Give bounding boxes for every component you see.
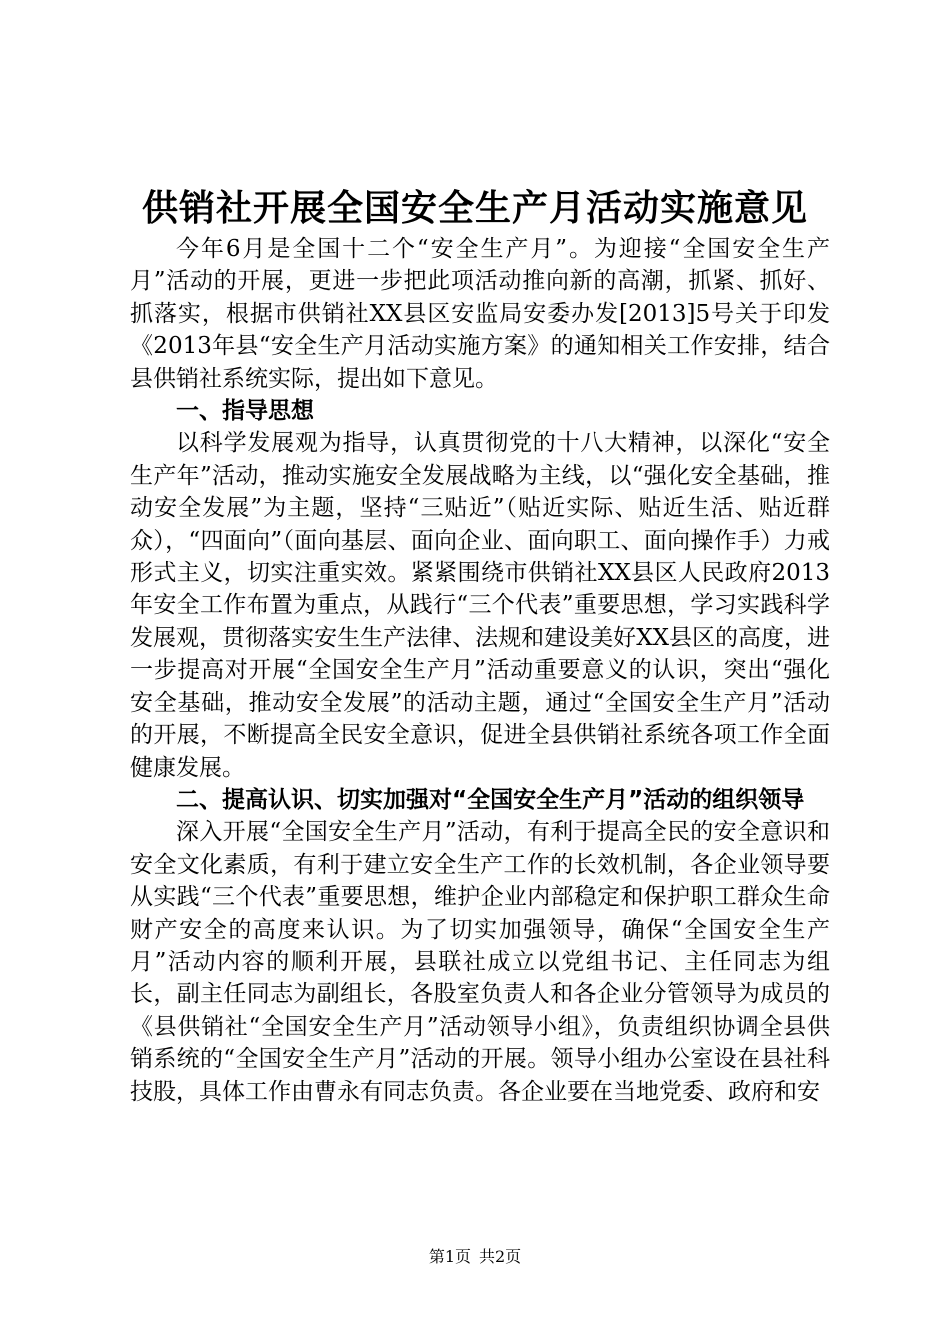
document-title: 供销社开展全国安全生产月活动实施意见 (141, 188, 808, 229)
page-total: 共2页 (479, 1247, 522, 1266)
page-number: 第1页 (428, 1247, 471, 1266)
section-heading-2: 二、提高认识、切实加强对“全国安全生产月”活动的组织领导 (176, 786, 805, 813)
paragraph-intro: 今年6月是全国十二个“安全生产月”。为迎接“全国安全生产月”活动的开展，更进一步把此项活动推向新的高潮，抓紧、抓好、抓落实，根据市供销社XX县区安监局安委办发[2013]5号关于印发《2013年县“安全生产月活动实施方案》的通知相关工作安排，结合县供销社系统实际，提出如下意见。 (130, 236, 830, 392)
section-heading-1: 一、指导思想 (176, 398, 314, 425)
document-body (130, 233, 830, 1108)
paragraph-guiding-ideology: 以科学发展观为指导，认真贯彻党的十八大精神，以深化“安全生产年”活动，推动实施安全发展战略为主线，以“强化安全基础，推动安全发展”为主题，坚持“三贴近”（贴近实际、贴近生活、贴近群众），“四面向”（面向基层、面向企业、面向职工、面向操作手）力戒形式主义，切实注重实效。紧紧围绕市供销社XX县区人民政府2013年安全工作布置为重点，从践行“三个代表”重要思想，学习实践科学发展观，贯彻落实安生生产法律、法规和建设美好XX县区的高度，进一步提高对开展“全国安全生产月”活动重要意义的认识，突出“强化安全基础，推动安全发展”的活动主题，通过“全国安全生产月”活动的开展，不断提高全民安全意识，促进全县供销社系统各项工作全面健康发展。 (130, 430, 830, 781)
paragraph-organization: 深入开展“全国安全生产月”活动，有利于提高全民的安全意识和安全文化素质，有利于建立安全生产工作的长效机制，各企业领导要从实践“三个代表”重要思想，维护企业内部稳定和保护职工群众生命财产安全的高度来认识。为了切实加强领导，确保“全国安全生产月”活动内容的顺利开展，县联社成立以党组书记、主任同志为组长，副主任同志为副组长，各股室负责人和各企业分管领导为成员的《县供销社“全国安全生产月”活动领导小组》，负责组织协调全县供销系统的“全国安全生产月”活动的开展。领导小组办公室设在县社科技股，具体工作由曹永有同志负责。各企业要在当地党委、政府和安 (130, 819, 830, 1105)
page-footer (0, 1247, 950, 1267)
